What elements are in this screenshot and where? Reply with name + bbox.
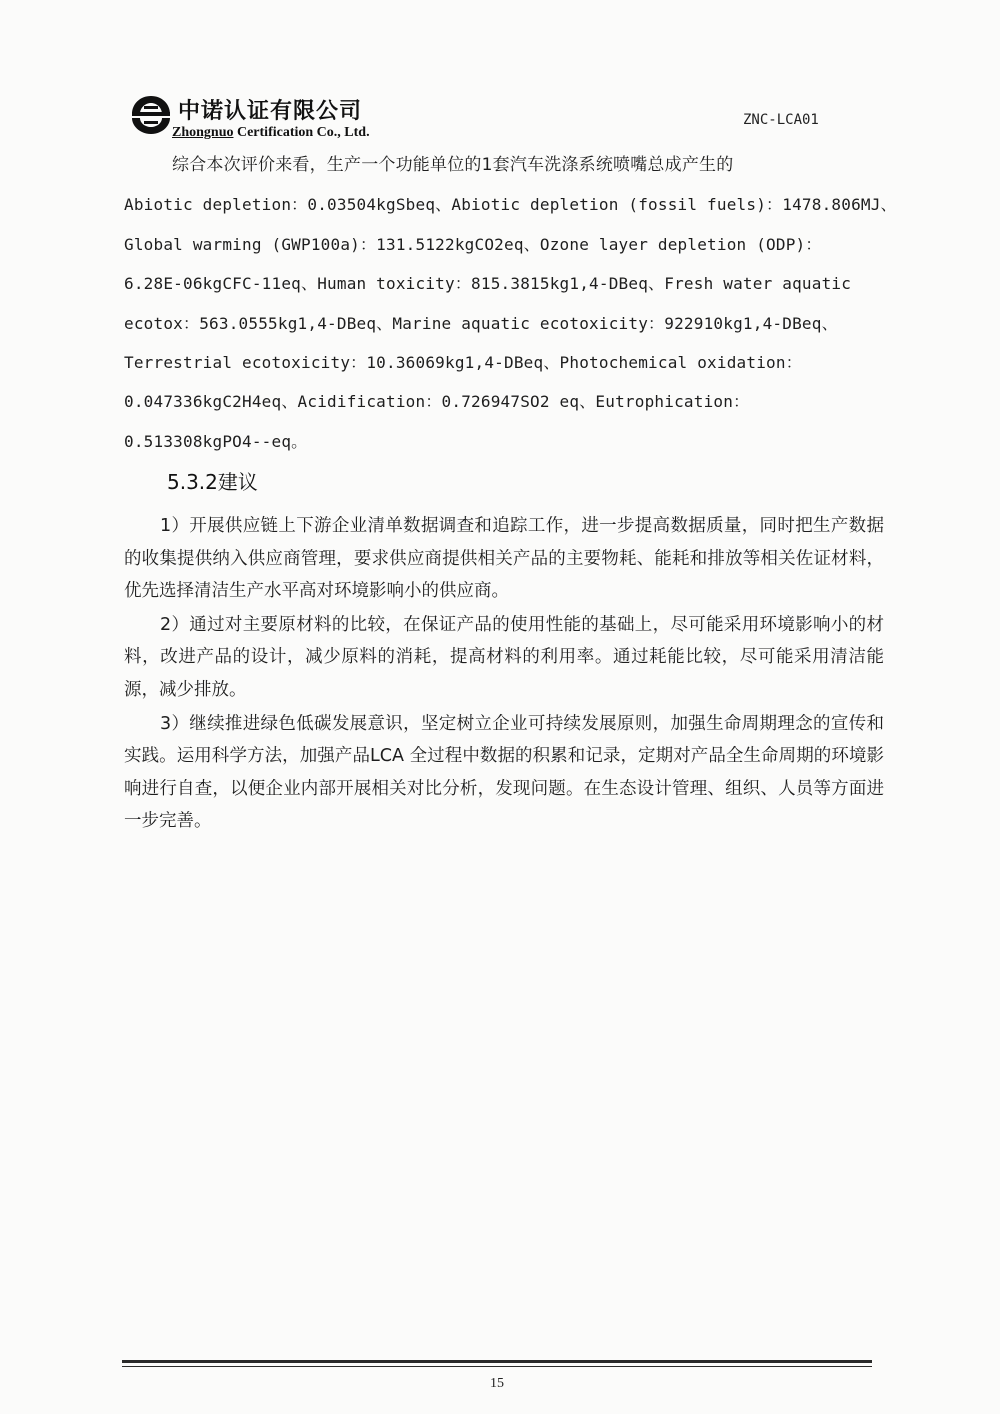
summary-line: Global warming (GWP100a)：131.5122kgCO2eq、Ozone layer depletion (ODP)： bbox=[124, 234, 822, 254]
summary-line: Abiotic depletion：0.03504kgSbeq、Abiotic depletion (fossil fuels)：1478.806MJ、 bbox=[124, 195, 897, 215]
recommendation-item: 3）继续推进绿色低碳发展意识，坚定树立企业可持续发展原则，加强生命周期理念的宣传和实践。运用科学方法，加强产品LCA 全过程中数据的积累和记录，定期对产品全生命周期的环境影响进行自查，以便企业内部开展相关对比分析，发现问题。在生态设计管理、组织、人员等方面进一步完善。 bbox=[124, 713, 885, 832]
summary-line: 0.513308kgPO4--eq。 bbox=[124, 431, 308, 451]
company-name-en-underlined: Zhongnuo bbox=[172, 125, 234, 140]
page-number: 15 bbox=[490, 1376, 504, 1391]
company-name-en bbox=[172, 125, 370, 141]
recommendations-list bbox=[124, 510, 884, 838]
summary-line: 综合本次评价来看，生产一个功能单位的1套汽车洗涤系统喷嘴总成产生的 bbox=[172, 155, 734, 175]
company-name-cn: 中诺认证有限公司 bbox=[178, 99, 363, 124]
recommendation-item: 1）开展供应链上下游企业清单数据调查和追踪工作，进一步提高数据质量，同时把生产数据的收集提供纳入供应商管理，要求供应商提供相关产品的主要物耗、能耗和排放等相关佐证材料，优先选择清洁生产水平高对环境影响小的供应商。 bbox=[124, 516, 884, 602]
footer-divider-thin bbox=[122, 1366, 872, 1367]
section-heading: 5.3.2建议 bbox=[167, 470, 258, 494]
summary-line: 6.28E-06kgCFC-11eq、Human toxicity：815.3815kg1,4-DBeq、Fresh water aquatic bbox=[124, 274, 852, 294]
summary-line: Terrestrial ecotoxicity：10.36069kg1,4-DBeq、Photochemical oxidation： bbox=[124, 353, 802, 373]
document-code: ZNC-LCA01 bbox=[743, 112, 819, 128]
company-name-en-rest: Certification Co., Ltd. bbox=[233, 125, 370, 140]
zhongnuo-logo-icon bbox=[128, 92, 174, 138]
footer-divider-thick bbox=[122, 1360, 872, 1363]
summary-line: ecotox：563.0555kg1,4-DBeq、Marine aquatic ecotoxicity：922910kg1,4-DBeq、 bbox=[124, 313, 838, 333]
impact-summary-paragraph bbox=[124, 146, 897, 461]
summary-line: 0.047336kgC2H4eq、Acidification：0.726947SO2 eq、Eutrophication： bbox=[124, 392, 750, 412]
recommendation-item: 2）通过对主要原材料的比较，在保证产品的使用性能的基础上，尽可能采用环境影响小的材料，改进产品的设计，减少原料的消耗，提高材料的利用率。通过耗能比较，尽可能采用清洁能源，减少排放。 bbox=[124, 614, 884, 700]
